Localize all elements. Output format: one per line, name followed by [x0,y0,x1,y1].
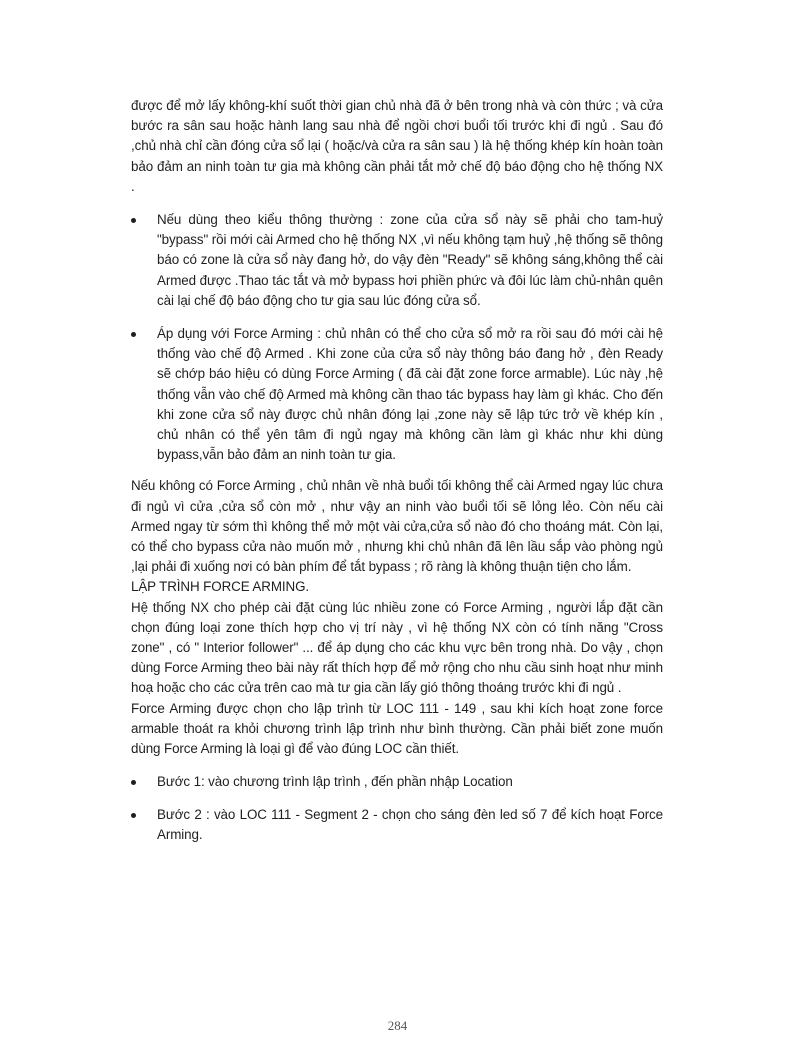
usage-bullet-list [131,210,663,465]
page-number: 284 [387,1018,408,1033]
page-content [131,96,663,845]
list-item-text: Bước 1: vào chương trình lập trình , đến phần nhập Location [157,774,513,790]
list-item-text: Bước 2 : vào LOC 111 - Segment 2 - chọn cho sáng đèn led số 7 để kích hoạt Force Arming. [157,806,663,842]
nx-system-paragraph: Hệ thống NX cho phép cài đặt cùng lúc nhiều zone có Force Arming , người lắp đặt cần chọn đúng loại zone thích hợp cho vị trí này , vì hệ thống NX còn có tính năng "Cross zone" , có " Interior follower" ... để áp dụng cho các khu vực bên trong nhà. Do vậy , chọn dùng Force Arming theo bài này rất thích hợp để mở rộng cho nhu cầu sinh hoạt như minh hoạ hoặc cho các cửa trên cao mà tư gia cần lấy gió thông thoáng trước khi đi ngủ . [131,599,663,696]
bullet-icon [131,332,136,337]
bullet-icon [131,218,136,223]
list-item [131,324,663,465]
list-item [131,805,663,845]
list-item-text: Nếu dùng theo kiểu thông thường : zone của cửa sổ này sẽ phải cho tam-huỷ "bypass" rồi mới cài Armed cho hệ thống NX ,vì nếu không tạm huỷ ,hệ thống sẽ thông báo có zone là cửa sổ này đang hở, do vậy đèn "Ready" sẽ không sáng,không thể cài Armed được .Thao tác tắt và mở bypass hơi phiền phức và đôi lúc làm chủ-nhân quên cài lại chế độ báo động cho tư gia sau lúc đóng cửa sổ. [157,212,663,308]
bullet-icon [131,780,136,785]
no-force-arming-paragraph: Nếu không có Force Arming , chủ nhân về nhà buổi tối không thể cài Armed ngay lúc chưa đi ngủ vì cửa ,cửa sổ còn mở , như vậy an ninh vào buổi tối sẽ lỏng lẻo. Còn nếu cài Armed ngay từ sớm thì không thể mở một vài cửa,cửa sổ nào đó cho thoáng mát. Còn lại, có thể cho bypass cửa nào muốn mở , nhưng khi chủ nhân đã lên lầu sắp vào phòng ngủ ,lại phải đi xuống nơi có bàn phím để tắt bypass ; rõ ràng là không thuận tiện cho lắm. [131,478,663,575]
bullet-icon [131,813,136,818]
intro-paragraph: được để mở lấy không-khí suốt thời gian chủ nhà đã ở bên trong nhà và còn thức ; và cửa bước ra sân sau hoặc hành lang sau nhà để ngồi chơi buổi tối trước khi đi ngủ . Sau đó ,chủ nhà chỉ cần đóng cửa sổ lại ( hoặc/và cửa ra sân sau ) là hệ thống khép kín hoàn toàn bảo đảm an ninh toàn tư gia mà không cần phải tắt mở chế độ báo động cho hệ thống NX . [131,98,663,194]
loc-range-paragraph: Force Arming được chọn cho lập trình từ LOC 111 - 149 , sau khi kích hoạt zone force armable thoát ra khỏi chương trình lập trình như bình thường. Cần phải biết zone muốn dùng Force Arming là loại gì để vào đúng LOC cần thiết. [131,700,663,757]
list-item [131,210,663,311]
section-heading: LẬP TRÌNH FORCE ARMING. [131,579,310,595]
steps-bullet-list [131,772,663,845]
list-item [131,772,663,792]
list-item-text: Áp dụng với Force Arming : chủ nhân có thể cho cửa sổ mở ra rồi sau đó mới cài hệ thống vào chế độ Armed . Khi zone của cửa sổ này thông báo đang hở , đèn Ready sẽ chớp báo hiệu có dùng Force Arming ( đã cài đặt zone force armable). Lúc này ,hệ thống vẫn vào chế độ Armed mà không cần thao tác bypass hay làm gì khác. Cho đến khi zone cửa sổ này được chủ nhân đóng lại ,zone này sẽ lập tức trở về khép kín , chủ nhân có thể yên tâm đi ngủ ngay mà không cần làm gì khác như khi dùng bypass,vẫn bảo đảm an ninh toàn tư gia. [157,326,663,463]
